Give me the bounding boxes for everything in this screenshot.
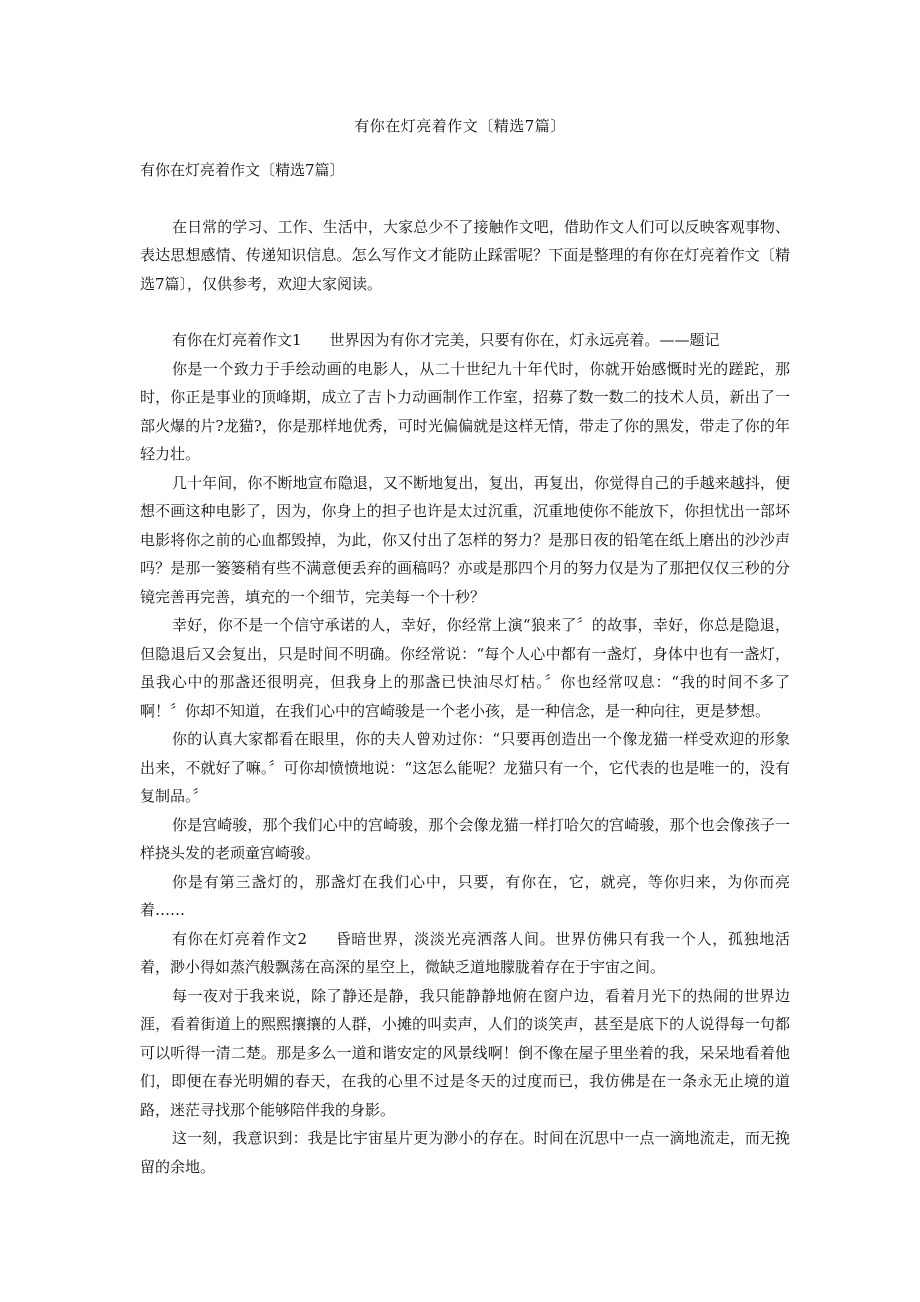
intro-paragraph: 在日常的学习、工作、生活中，大家总少不了接触作文吧，借助作文人们可以反映客观事物、表达思想感情、传递知识信息。怎么写作文才能防止踩雷呢？下面是整理的有你在灯亮着作文〔精选7篇〕，仅供参考，欢迎大家阅读。	[140, 217, 790, 293]
essay-2-paragraph: 每一夜对于我来说，除了静还是静，我只能静静地俯在窗户边，看着月光下的热闹的世界边涯，看着街道上的熙熙攘攘的人群，小摊的叫卖声，人们的谈笑声，甚至是底下的人说得每一句都可以听得一清二楚。那是多么一道和谐安定的风景线啊！倒不像在屋子里坐着的我，呆呆地看着他们，即便在春光明媚的春天，在我的心里不过是冬天的过度而已，我仿佛是在一条永无止境的道路，迷茫寻找那个能够陪伴我的身影。	[140, 986, 790, 1119]
document-subtitle: 有你在灯亮着作文〔精选7篇〕	[140, 161, 345, 179]
essay-2-heading: 有你在灯亮着作文2	[172, 929, 308, 948]
essay-2-paragraph: 这一刻，我意识到：我是比宇宙星片更为渺小的存在。时间在沉思中一点一滴地流走，而无挽留的余地。	[140, 1129, 790, 1176]
essay-1-paragraph: 你是一个致力于手绘动画的电影人，从二十世纪九十年代时，你就开始感慨时光的蹉跎，那时，你正是事业的顶峰期，成立了吉卜力动画制作工作室，招募了数一数二的技术人员，新出了一部火爆的片?龙猫?，你是那样地优秀，可时光偏偏就是这样无情，带走了你的黑发，带走了你的年轻力壮。	[140, 359, 790, 463]
essay-2-opening: 昏暗世界，淡淡光亮洒落人间。世界仿佛只有我一个人，孤独地活着，渺小得如蒸汽般飘荡在高深的星空上，微缺乏道地朦胧着存在于宇宙之间。	[140, 929, 790, 976]
essay-2-lead-paragraph	[140, 925, 790, 982]
essay-1-epigraph: 世界因为有你才完美，只要有你在，灯永远亮着。——题记	[329, 331, 720, 349]
page-title: 有你在灯亮着作文〔精选7篇〕	[354, 117, 566, 135]
essay-1-paragraph: 幸好，你不是一个信守承诺的人，幸好，你经常上演“狼来了〞的故事，幸好，你总是隐退，但隐退后又会复出，只是时间不明确。你经常说：“每个人心中都有一盏灯，身体中也有一盏灯，虽我心中的那盏还很明亮，但我身上的那盏已快油尽灯枯。〞你也经常叹息：“我的时间不多了啊！〞你却不知道，在我们心中的宫崎骏是一个老小孩，是一种信念，是一种向往，更是梦想。	[140, 616, 790, 720]
essay-1-paragraph: 几十年间，你不断地宣布隐退，又不断地复出，复出，再复出，你觉得自己的手越来越抖，便想不画这种电影了，因为，你身上的担子也许是太过沉重，沉重地使你不能放下，你担忧出一部坏电影将你之前的心血都毁掉，为此，你又付出了怎样的努力？是那日夜的铅笔在纸上磨出的沙沙声吗？是那一篓篓稍有些不满意便丢弃的画稿吗？亦或是那四个月的努力仅是为了那把仅仅三秒的分镜完善再完善，填充的一个细节，完美每一个十秒？	[140, 473, 790, 606]
essay-1-lead-paragraph	[140, 326, 790, 355]
essay-1-heading: 有你在灯亮着作文1	[172, 331, 302, 349]
essay-1-paragraph: 你的认真大家都看在眼里，你的夫人曾劝过你：“只要再创造出一个像龙猫一样受欢迎的形象出来，不就好了嘛。〞可你却愤愤地说：“这怎么能呢？龙猫只有一个，它代表的也是唯一的，没有复制品。〞	[140, 730, 790, 805]
document-body	[140, 156, 790, 1181]
essay-1-paragraph: 你是宫崎骏，那个我们心中的宫崎骏，那个会像龙猫一样打哈欠的宫崎骏，那个也会像孩子一样挠头发的老顽童宫崎骏。	[140, 815, 790, 862]
essay-1-paragraph: 你是有第三盏灯的，那盏灯在我们心中，只要，有你在，它，就亮，等你归来，为你而亮着……	[140, 872, 790, 919]
